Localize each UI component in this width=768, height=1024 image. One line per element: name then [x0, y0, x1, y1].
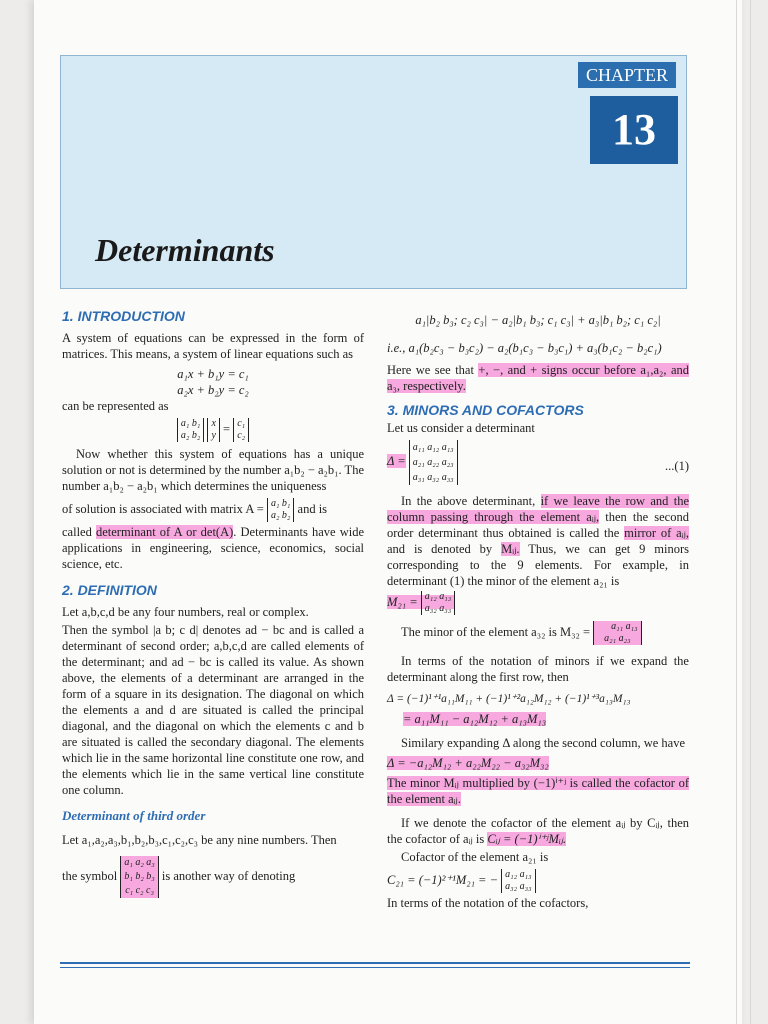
represented-text: can be represented as: [62, 399, 169, 413]
footer-rule: [60, 962, 690, 964]
page-edge-line: [736, 0, 737, 1024]
definition-paragraph: Then the symbol |a b; c d| denotes ad − bc and is called a determinant of second order; a,b,c,d are called elements of the determinant; and ad − bc is called its value. As shown above, the elements of a determinant are arranged in the form of a square in its designation. The diagonal on which the elements a and d are situated is called the principal diagonal, and the diagonal on which the elements c and b are situated is called the secondary diagonal. The elements which lie in the same horizontal line constitute one row, and the elements which lie in the same vertical line constitute one column.: [62, 623, 364, 797]
highlight-leave-row: if we leave the row and the column passing through the element aᵢⱼ,: [387, 494, 690, 524]
signs-paragraph: Here we see that +, −, and + signs occur before a₁,a₂, and a₃, respectively.: [387, 363, 689, 393]
expansion-formula: a₁|b₂ b₃; c₂ c₃| − a₂|b₁ b₃; c₁ c₃| + a₃|b₁ b₂; c₁ c₂|: [415, 313, 661, 327]
section-minors-heading: 3. MINORS AND COFACTORS: [387, 402, 584, 418]
determinant-1: Δ = a₁₁ a₁₂ a₁₃ a₂₁ a₂₂ a₂₃ a₃₁ a₃₂ a₃₃ ...(1): [387, 442, 689, 483]
cofactor-notation-paragraph: If we denote the cofactor of the element aᵢⱼ by Cᵢⱼ, then the cofactor of aᵢⱼ is Cᵢⱼ = (−1)ⁱ⁺ʲMᵢⱼ.: [387, 816, 689, 846]
expansion-row-equation: Δ = (−1)¹⁺¹a₁₁M₁₁ + (−1)¹⁺²a₁₂M₁₂ + (−1)¹⁺³a₁₃M₁₃: [387, 693, 631, 705]
expansion-row-simplified: = a₁₁M₁₁ − a₁₂M₁₂ + a₁₃M₁₃: [403, 712, 547, 726]
uniqueness-paragraph: Now whether this system of equations has a unique solution or not is determined by the number a₁b₂ − a₂b₁. The number a₁b₂ − a₂b₁ which determines the uniqueness: [62, 447, 364, 493]
chapter-number: 13: [590, 96, 678, 164]
determinant-definition-paragraph: called determinant of A or det(A). Determinants have wide applications in engineering, science, economics, social science, etc.: [62, 525, 364, 571]
chapter-label: CHAPTER: [578, 62, 676, 88]
highlight-cofactor-formula: Cᵢⱼ = (−1)ⁱ⁺ʲMᵢⱼ.: [487, 832, 567, 846]
cofactor-definition: The minor Mᵢⱼ multiplied by (−1)ⁱ⁺ʲ is called the cofactor of the element aᵢⱼ.: [387, 776, 689, 806]
minor-a32-line: The minor of the element a₃₂ is M₃₂ = a₁₁ a₁₃ a₂₁ a₂₃: [387, 621, 689, 645]
matrix-equation: a₁ b₁ a₂ b₂ x y = c₁ c₂: [62, 418, 364, 442]
right-column: [387, 308, 689, 911]
footer-rule-thin: [60, 967, 690, 968]
equation-1: a₁x + b₁y = c₁: [177, 367, 249, 381]
highlight-signs: +, −, and + signs occur before a₁,a₂, and a₃, respectively.: [387, 363, 689, 393]
definition-intro: Let a,b,c,d be any four numbers, real or complex.: [62, 605, 309, 619]
ie-expansion: i.e., a₁(b₂c₃ − b₃c₂) − a₂(b₁c₃ − b₃c₁) + a₃(b₁c₂ − b₂c₁): [387, 341, 662, 355]
page-edge-line: [750, 0, 751, 1024]
cofactors-notation-text: In terms of the notation of the cofactors,: [387, 896, 589, 910]
equation-2: a₂x + b₂y = c₂: [177, 383, 249, 397]
left-column: [62, 308, 364, 898]
cofactor-c21-equation: C₂₁ = (−1)²⁺¹M₂₁ = − a₁₂ a₁₃ a₃₂ a₃₃: [387, 869, 689, 893]
nine-numbers-text: Let a₁,a₂,a₃,b₁,b₂,b₃,c₁,c₂,c₃ be any nine numbers. Then: [62, 833, 337, 847]
minor-m21: M₂₁ = a₁₂ a₁₃ a₃₂ a₃₃: [387, 591, 689, 615]
third-order-heading: Determinant of third order: [62, 808, 206, 823]
highlight-det: determinant of A or det(A): [95, 525, 234, 539]
intro-paragraph: A system of equations can be expressed in the form of matrices. This means, a system of linear equations such as: [62, 331, 364, 361]
expand-first-row-paragraph: In terms of the notation of minors if we expand the determinant along the first row, then: [387, 654, 689, 684]
section-definition-heading: 2. DEFINITION: [62, 582, 157, 598]
consider-determinant-text: Let us consider a determinant: [387, 421, 535, 435]
section-introduction-heading: 1. INTRODUCTION: [62, 308, 185, 324]
expansion-column-equation: Δ = −a₁₂M₁₂ + a₂₂M₂₂ − a₃₂M₃₂: [387, 756, 549, 770]
third-order-symbol-line: the symbol a₁ a₂ a₃ b₁ b₂ b₃ c₁ c₂ c₃ is another way of denoting: [62, 857, 296, 896]
matrix-a-line: of solution is associated with matrix A = a₁ b₁ a₂ b₂ and is: [62, 498, 328, 521]
chapter-title: Determinants: [95, 232, 275, 268]
equation-number: ...(1): [665, 459, 689, 473]
highlight-mij: Mᵢⱼ.: [501, 542, 520, 556]
second-column-paragraph: Similary expanding Δ along the second column, we have: [401, 736, 686, 750]
minor-paragraph: In the above determinant, if we leave the row and the column passing through the element aᵢⱼ, then the second order determinant thus obtained is called the mirror of aᵢⱼ, and is denoted by Mᵢⱼ. Thus, we can get 9 minors corresponding to the 9 elements. For example, in determinant (1) the minor of the element a₂₁ is: [387, 494, 690, 588]
cofactor-a21-text: Cofactor of the element a₂₁ is: [401, 850, 549, 864]
highlight-mirror: mirror of aᵢⱼ,: [624, 526, 690, 540]
